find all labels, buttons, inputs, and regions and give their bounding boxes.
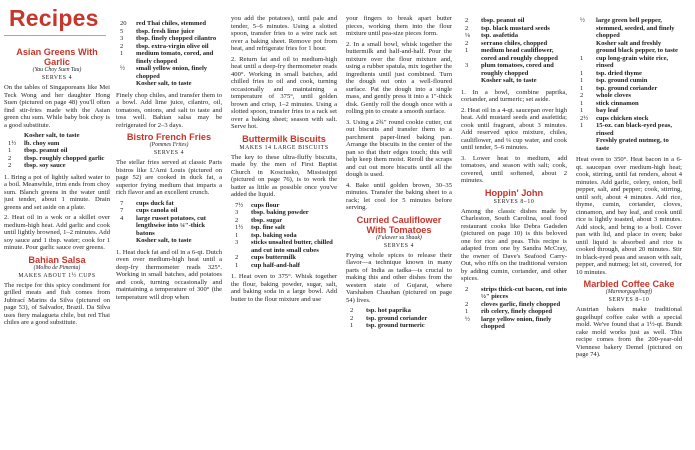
ingredient-quantity: 1 — [235, 231, 239, 239]
recipe-title: Hoppin' John — [484, 187, 544, 198]
ingredient-name: Freshly grated nutmeg, to taste — [596, 137, 669, 152]
ingredient-quantity: 2 — [350, 307, 354, 314]
ingredient-name: tsp. hot paprika — [366, 307, 411, 314]
ingredient-quantity: 1 — [235, 261, 239, 269]
ingredient-name: tbsp. baking powder — [251, 209, 309, 216]
ingredient-quantity: 2 — [350, 314, 354, 322]
ingredient-quantity — [576, 137, 596, 152]
recipe-subtitle: (Fulawer su Shaak) — [376, 234, 422, 241]
ingredient-name: Kosher salt, to taste — [24, 132, 80, 139]
recipe-step: 1. Bring a pot of lightly salted water to a boil. Meanwhile, trim ends from choy sum. Blanch greens in the water until just tender, about 1 minute. Drain greens and set aside on a plate. — [4, 173, 110, 211]
ingredient-name: tbsp. peanut oil — [24, 147, 68, 154]
ingredient-name: cups flour — [251, 201, 280, 209]
ingredient-list — [461, 17, 567, 85]
ingredient-quantity: 1 — [580, 122, 584, 129]
recipe-intro: Frying whole spices to release their flavor—a technique known in many parts of India as tadka—is crucial to making this and other dishes from the western state of Gujarat, where Varshaben Chauhan (pictured on page 54) lives. — [346, 251, 452, 304]
ingredient-name: Kosher salt, to taste — [136, 237, 192, 244]
ingredient-name: tsp. ground cumin — [596, 77, 648, 84]
ingredient-name: tbsp. peanut oil — [481, 17, 525, 24]
ingredient-name: tsp. baking soda — [251, 231, 297, 239]
ingredient-name: red Thai chiles, stemmed — [136, 20, 207, 27]
ingredient-list — [116, 200, 222, 245]
ingredient-name: whole cloves — [596, 92, 631, 99]
recipe-step: your fingers to break apart butter pieces, working them into the flour mixture until pea-size pieces form. — [346, 15, 452, 37]
ingredient-name: Kosher salt and freshly ground black pepper, to taste — [596, 39, 678, 54]
ingredient-quantity: 20 — [120, 20, 127, 27]
ingredient-quantity — [4, 132, 24, 140]
ingredient-quantity: 3 — [235, 239, 239, 246]
ingredient-quantity: 2 — [8, 154, 12, 162]
ingredient-name: tbsp. sugar — [251, 216, 283, 224]
ingredient-quantity: 1 — [580, 54, 584, 62]
recipe-yield: SERVES 4 — [41, 75, 73, 81]
ingredient-name: tbsp. roughly chopped garlic — [24, 154, 105, 162]
ingredient-quantity: 2 — [580, 92, 584, 99]
recipe-subtitle: (Pommes Frites) — [149, 142, 189, 148]
ingredient-quantity: 1 — [580, 77, 584, 84]
ingredient-quantity: 1 — [580, 107, 584, 114]
ingredient-name: cloves garlic, finely chopped — [481, 300, 561, 308]
ingredient-quantity — [116, 237, 136, 245]
ingredient-quantity: ½ — [120, 65, 125, 72]
recipe-step: 1. Heat duck fat and oil in a 6-qt. Dutch oven over medium-high heat until a deep-fry thermometer reads 325°. Working in small batches, add potatoes and cook, turning occasionally and maintaining a temperature of 300° (the temperature will drop when — [116, 248, 222, 301]
recipe-step: 2. In a small bowl, whisk together the buttermilk and half-and-half. Pour the mixture over the flour mixture and, using a rubber spatula, mix together the ingredients until just combined. Turn the dough out onto a well-floured surface. Pat the dough into a single mass, and gently press it into a 1"-thick disk. Gently roll the dough once with a rolling pin to create a smooth surface. — [346, 40, 452, 115]
ingredient-name: cup long-grain white rice, rinsed — [596, 54, 669, 69]
recipe-step: 1. In a bowl, combine paprika, coriander, and turmeric; set aside. — [461, 88, 567, 103]
ingredient-name: plum tomatoes, cored and roughly chopped — [481, 62, 554, 77]
ingredient-list — [231, 202, 337, 270]
column-1 — [4, 44, 110, 330]
ingredient-name: cups buttermilk — [251, 254, 296, 261]
ingredient-name: cups duck fat — [136, 199, 174, 207]
recipe-step: 2. Heat oil in a 4-qt. saucepan over high heat. Add mustard seeds and asafetida; cook until fragrant, about 3 minutes. Add reserved spice mixture, chiles, cauliflower, and ¼ cup water, and cook until tender, 5–6 minutes. — [461, 106, 567, 151]
ingredient-quantity: 1 — [580, 69, 584, 77]
ingredient-quantity: 1 — [465, 308, 469, 315]
recipe-subtitle: (Marmorgugelhupf) — [605, 289, 653, 295]
column-6 — [576, 15, 682, 362]
ingredient-quantity: 1 — [120, 50, 124, 57]
recipe-title: Curried Cauliflower With Tomatoes — [356, 214, 442, 235]
recipe-step: 2. Heat oil in a wok or a skillet over medium-high heat. Add garlic and cook until lightly browned, 1–2 minutes. Add soy sauce and 1 tbsp. water; cook for 1 minute. Pour garlic sauce over greens. — [4, 214, 110, 251]
recipe-step: you add the potatoes), until pale and tender, 5–6 minutes. Using a slotted spoon, transfer fries to a wire rack set over a baking sheet. Remove pot from heat, and refrigerate fries for 1 hour. — [231, 15, 337, 52]
ingredient-quantity: 2 — [465, 17, 469, 24]
recipe-step: 4. Bake until golden brown, 30–35 minutes. Transfer the baking sheet to a rack; let cool for 5 minutes before serving. — [346, 181, 452, 211]
ingredient-name: tsp. fine salt — [251, 224, 285, 231]
ingredient-name: lb. choy sum — [24, 139, 60, 147]
ingredient-quantity: 2 — [465, 39, 469, 47]
recipe-step: 3. Lower heat to medium, add tomatoes, and season with salt; cook, covered, until softened, about 2 minutes. — [461, 154, 567, 184]
ingredient-name: stick cinnamon — [596, 99, 639, 107]
ingredient-quantity: 1 — [350, 322, 354, 329]
recipe-intro: Among the classic dishes made by Charleston, South Carolina, soul food restaurant cooks like Debra Gadsden (pictured on page 10) is this beloved one for rice and peas. This recipe is adapted from one by Sandra McCray, the owner of Dave's Seafood Carry-Out, who riffs on the traditional version by adding cumin, coriander, and other spices. — [461, 207, 567, 282]
column-2 — [116, 18, 222, 304]
ingredient-quantity: 7 — [120, 207, 124, 214]
recipe-intro: On the tables of Singaporeans like Mei Teck Wong and her daughter Hong Suen (pictured on page 48) you'll often find stir-fries made with the Asian green chu sum. While baby bok choy is a good substitute. — [4, 84, 110, 129]
ingredient-quantity: ½ — [465, 315, 470, 323]
recipe-intro: The key to these ultra-fluffy biscuits, made by the men of First Baptist Church in Kosciusko, Mississippi (pictured on page 76), is to work the batter as little as possible once you've added the liquid. — [231, 153, 337, 198]
recipe-step: 3. Using a 2¾" round cookie cutter, cut out biscuits and transfer them to a parchment paper-lined baking pan. Arrange the biscuits in the center of the pan so that their edges touch; this will help keep them moist. Reroll the scraps and cut out more biscuits until all the dough is used. — [346, 118, 452, 178]
page-title: Recipes — [9, 5, 99, 31]
ingredient-quantity: 1 — [580, 99, 584, 107]
title-divider — [4, 35, 106, 36]
ingredient-list — [461, 286, 567, 331]
recipe-title: Bahian Salsa — [28, 254, 86, 265]
ingredient-name: tsp. asafetida — [481, 32, 518, 39]
ingredient-name: small yellow onion, finely chopped — [136, 65, 208, 80]
ingredient-name: cups chicken stock — [596, 114, 649, 122]
ingredient-name: serrano chiles, chopped — [481, 39, 548, 47]
ingredient-list — [346, 307, 452, 330]
ingredient-name: tsp. ground coriander — [596, 84, 658, 92]
recipe-title: Buttermilk Biscuits — [242, 133, 326, 144]
recipe-method: Heat oven to 350°. Heat bacon in a 6-qt. saucepan over medium-high heat; cook, stirring, until fat renders, about 4 minutes. Add garlic, celery, onion, bell pepper, salt, and pepper; cook, stirring, until soft, about 4 minutes. Add rice, thyme, cumin, coriander, cloves, cinnamon, and bay leaf, and cook until rice is lightly toasted, about 3 minutes. Add stock, and bring to a boil. Cover pan with lid, and place in oven; bake until liquid is absorbed and rice is cooked through, about 20 minutes. Stir in black-eyed peas and season with salt, pepper, and nutmeg; let sit, covered, for 10 minutes. — [576, 156, 682, 276]
ingredient-quantity: 7 — [120, 199, 124, 207]
ingredient-quantity: 1½ — [8, 139, 17, 147]
recipe-subtitle: (Molho de Pimenta) — [33, 264, 81, 271]
ingredient-name: bay leaf — [596, 107, 619, 114]
ingredient-name: cups canola oil — [136, 207, 178, 214]
recipe-title: Asian Greens With Garlic — [16, 47, 98, 67]
ingredient-quantity — [116, 80, 136, 88]
ingredient-quantity: 2 — [235, 216, 239, 224]
column-3 — [231, 15, 337, 306]
ingredient-quantity: 3 — [235, 209, 239, 216]
recipe-title: Marbled Coffee Cake — [583, 279, 675, 289]
recipe-title: Bistro French Fries — [126, 132, 212, 142]
ingredient-quantity: 4 — [120, 214, 124, 222]
ingredient-name: strips thick-cut bacon, cut into ½" pieces — [481, 285, 567, 300]
ingredient-quantity: 2½ — [580, 114, 589, 122]
ingredient-name: tbsp. fresh lime juice — [136, 27, 195, 35]
ingredient-quantity: 1½ — [235, 224, 244, 231]
ingredient-name: tbsp. finely chopped cilantro — [136, 35, 217, 42]
column-4 — [346, 15, 452, 334]
ingredient-list — [116, 20, 222, 88]
ingredient-name: sticks unsalted butter, chilled and cut into small cubes — [251, 239, 333, 254]
ingredient-list — [576, 17, 682, 152]
ingredient-name: 15-oz. can black-eyed peas, rinsed — [596, 122, 673, 137]
ingredient-name: medium head cauliflower, cored and roughly chopped — [481, 47, 558, 62]
ingredient-list — [4, 132, 110, 170]
column-5 — [461, 15, 567, 335]
ingredient-quantity: 2 — [8, 162, 12, 169]
recipe-yield: SERVES 4 — [153, 150, 185, 156]
ingredient-quantity: 2 — [235, 254, 239, 261]
ingredient-name: tbsp. soy sauce — [24, 162, 66, 169]
ingredient-quantity: 3 — [120, 35, 124, 42]
ingredient-quantity: 2 — [465, 285, 469, 293]
recipe-intro: The recipe for this spicy condiment for grilled meats and fish comes from Jubirací Marins da Silva (pictured on page 53), of Salvador, Brazil. Da Silva uses fiery malagueta chile, but red Thai chiles are a good substitute. — [4, 281, 110, 326]
ingredient-quantity — [576, 40, 596, 55]
recipe-intro: The stellar fries served at classic Paris bistros like L'Ami Louis (pictured on page 52) are cooked in duck fat, a superior frying medium that imparts a rich flavor and an excellent crunch. — [116, 159, 222, 196]
ingredient-quantity: 2 — [465, 300, 469, 308]
ingredient-quantity: 2 — [465, 24, 469, 32]
ingredient-name: tsp. ground turmeric — [366, 322, 425, 329]
ingredient-name: large russet potatoes, cut lengthwise into ¼"-thick batons — [136, 214, 206, 237]
ingredient-quantity: 5 — [120, 27, 124, 35]
ingredient-quantity: ½ — [580, 17, 585, 24]
ingredient-quantity: 1 — [8, 147, 12, 154]
ingredient-quantity: 7½ — [235, 201, 244, 209]
ingredient-name: large yellow onion, finely chopped — [481, 315, 552, 330]
ingredient-quantity: 1 — [465, 47, 469, 54]
recipe-yield: MAKES ABOUT 1½ CUPS — [18, 272, 96, 279]
ingredient-name: large green bell pepper, stemmed, seeded, and finely chopped — [596, 17, 675, 39]
ingredient-quantity: ⅛ — [465, 32, 470, 39]
ingredient-quantity: 3 — [465, 62, 469, 69]
ingredient-quantity: 2 — [120, 42, 124, 50]
ingredient-name: Kosher salt, to taste — [136, 80, 192, 87]
recipe-yield: SERVES 4 — [383, 242, 415, 249]
recipe-yield: SERVES 8–10 — [493, 198, 535, 205]
recipe-step: 2. Return fat and oil to medium-high heat until a deep-fry thermometer reads 400°. Working in small batches, add chilled fries to oil and cook, turning occasionally and maintaining a temperature of 375°, until golden brown and crisp, 1–2 minutes. Using a slotted spoon, transfer fries to a rack set over a baking sheet; season with salt. Serve hot. — [231, 55, 337, 130]
ingredient-name: cup half-and-half — [251, 261, 300, 269]
recipe-step: 1. Heat oven to 375°. Whisk together the flour, baking powder, sugar, salt, and baking soda in a large bowl. Add butter to the flour mixture and use — [231, 273, 337, 303]
recipe-yield: MAKES 14 LARGE BISCUITS — [239, 144, 329, 151]
ingredient-quantity — [461, 77, 481, 85]
ingredient-quantity: 1 — [580, 84, 584, 92]
recipe-subtitle: (Yau Choy Suen Tau) — [32, 67, 82, 73]
recipe-yield: SERVES 8–10 — [608, 297, 650, 303]
ingredient-name: medium tomato, cored, and finely chopped — [136, 50, 214, 65]
recipe-intro: Austrian bakers make traditional gugelhupf coffee cake with a special mold. We've found that a 1½-qt. Bundt cake mold works just as well. This recipe comes from the 200-year-old Viennese bakery Demel (pictured on page 74). — [576, 306, 682, 358]
ingredient-name: Kosher salt, to taste — [481, 77, 537, 84]
ingredient-name: tbsp. extra-virgin olive oil — [136, 42, 209, 50]
ingredient-name: tsp. dried thyme — [596, 69, 642, 77]
ingredient-name: rib celery, finely chopped — [481, 308, 553, 315]
ingredient-name: tsp. black mustard seeds — [481, 24, 550, 32]
recipe-method: Finely chop chiles, and transfer them to a bowl. Add lime juice, cilantro, oil, tomatoes, onions, and salt to taste and toss well. Bahian salsa may be refrigerated for 2–3 days. — [116, 91, 222, 129]
ingredient-name: tsp. ground coriander — [366, 314, 428, 322]
